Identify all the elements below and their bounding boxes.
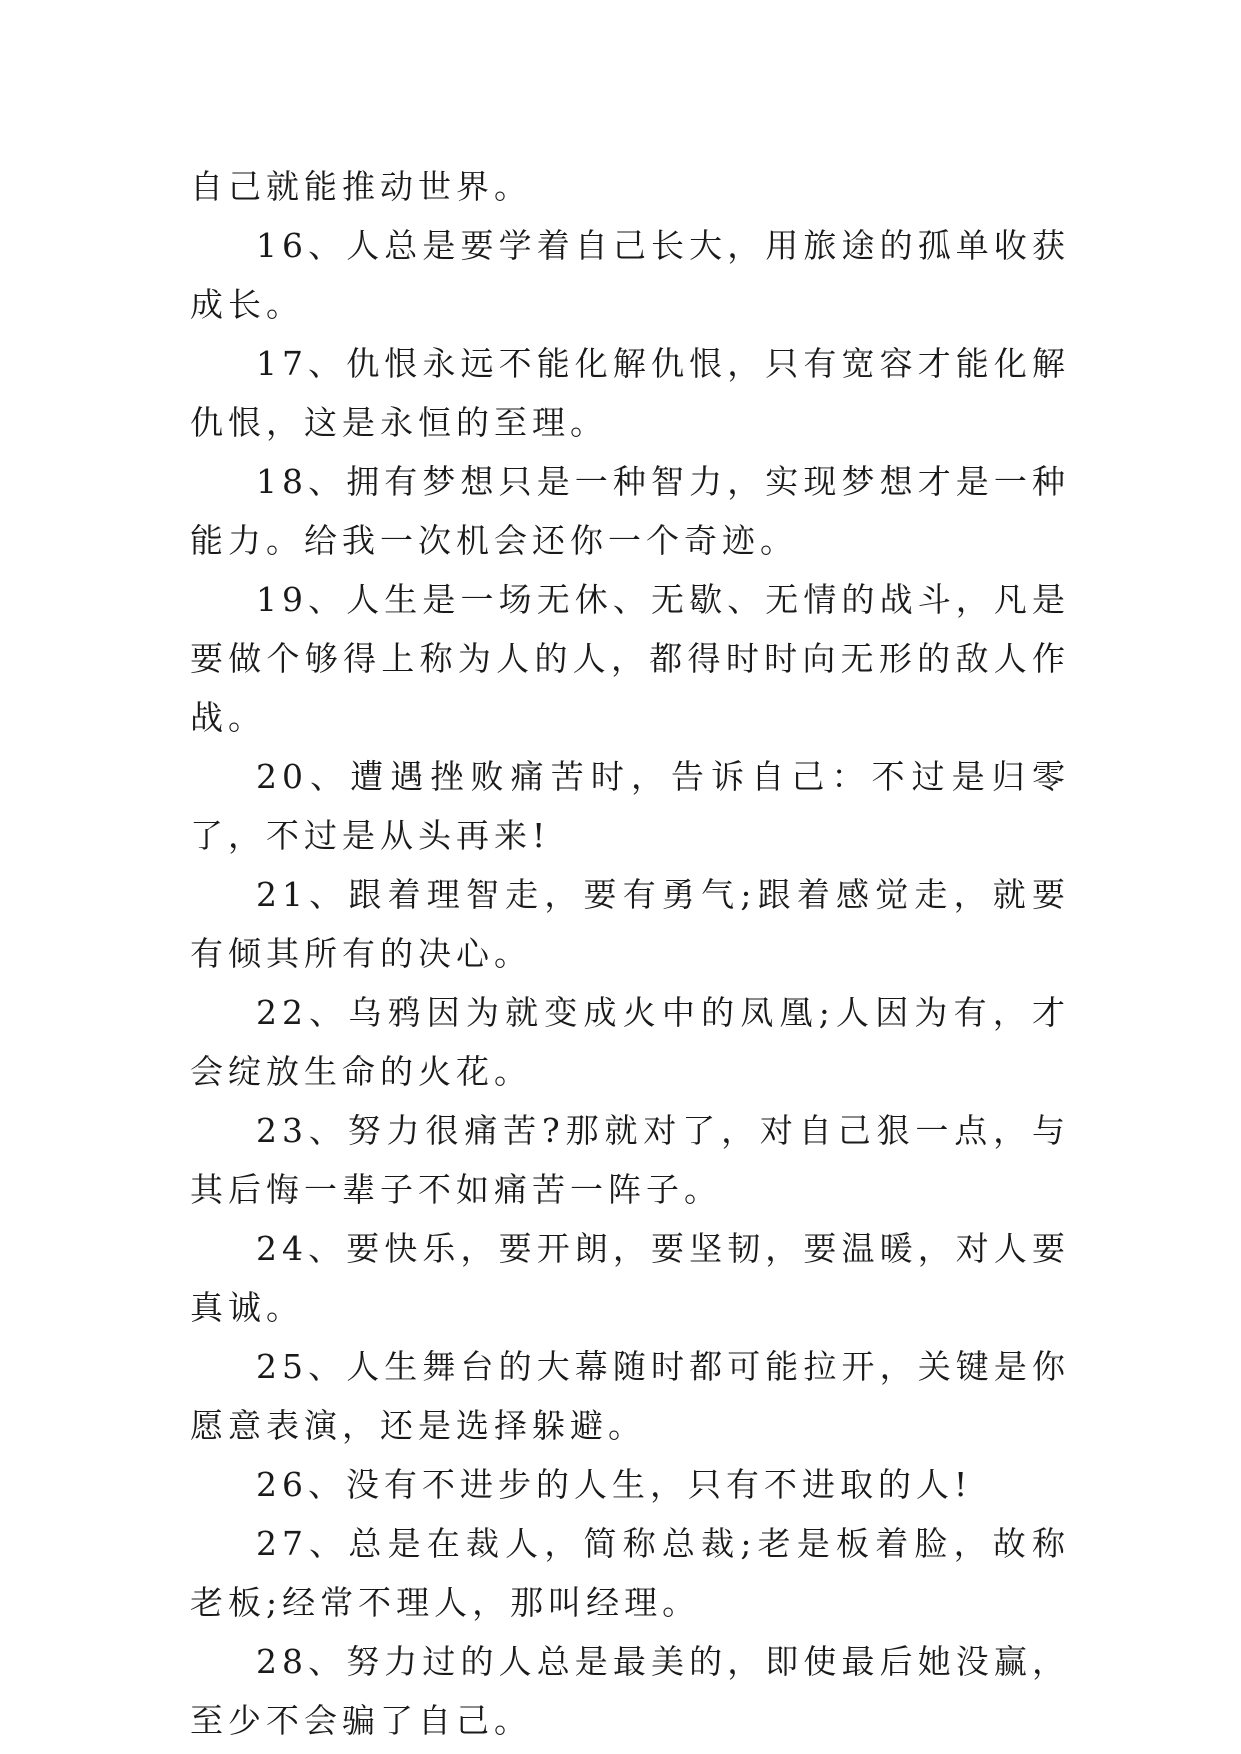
body-text bbox=[190, 157, 1070, 1750]
paragraph-25: 25、人生舞台的大幕随时都可能拉开，关键是你愿意表演，还是选择躲避。 bbox=[190, 1347, 1070, 1445]
paragraph-22: 22、乌鸦因为就变成火中的凤凰;人因为有，才会绽放生命的火花。 bbox=[190, 993, 1070, 1091]
paragraph-16: 16、人总是要学着自己长大，用旅途的孤单收获成长。 bbox=[190, 226, 1070, 324]
paragraph-17: 17、仇恨永远不能化解仇恨，只有宽容才能化解仇恨，这是永恒的至理。 bbox=[190, 344, 1070, 442]
paragraph-20: 20、遭遇挫败痛苦时，告诉自己：不过是归零了，不过是从头再来! bbox=[190, 757, 1070, 855]
paragraph-24: 24、要快乐，要开朗，要坚韧，要温暖，对人要真诚。 bbox=[190, 1229, 1070, 1327]
paragraph-27: 27、总是在裁人，简称总裁;老是板着脸，故称老板;经常不理人，那叫经理。 bbox=[190, 1524, 1070, 1622]
paragraph-26: 26、没有不进步的人生，只有不进取的人! bbox=[256, 1465, 973, 1504]
paragraph-continued: 自己就能推动世界。 bbox=[190, 167, 532, 206]
paragraph-19: 19、人生是一场无休、无歇、无情的战斗，凡是要做个够得上称为人的人，都得时时向无形的敌人作战。 bbox=[190, 580, 1070, 737]
paragraph-21: 21、跟着理智走，要有勇气;跟着感觉走，就要有倾其所有的决心。 bbox=[190, 875, 1070, 973]
paragraph-23: 23、努力很痛苦?那就对了，对自己狠一点，与其后悔一辈子不如痛苦一阵子。 bbox=[190, 1111, 1070, 1209]
paragraph-28: 28、努力过的人总是最美的，即使最后她没赢，至少不会骗了自己。 bbox=[190, 1642, 1070, 1740]
paragraph-18: 18、拥有梦想只是一种智力，实现梦想才是一种能力。给我一次机会还你一个奇迹。 bbox=[190, 462, 1070, 560]
